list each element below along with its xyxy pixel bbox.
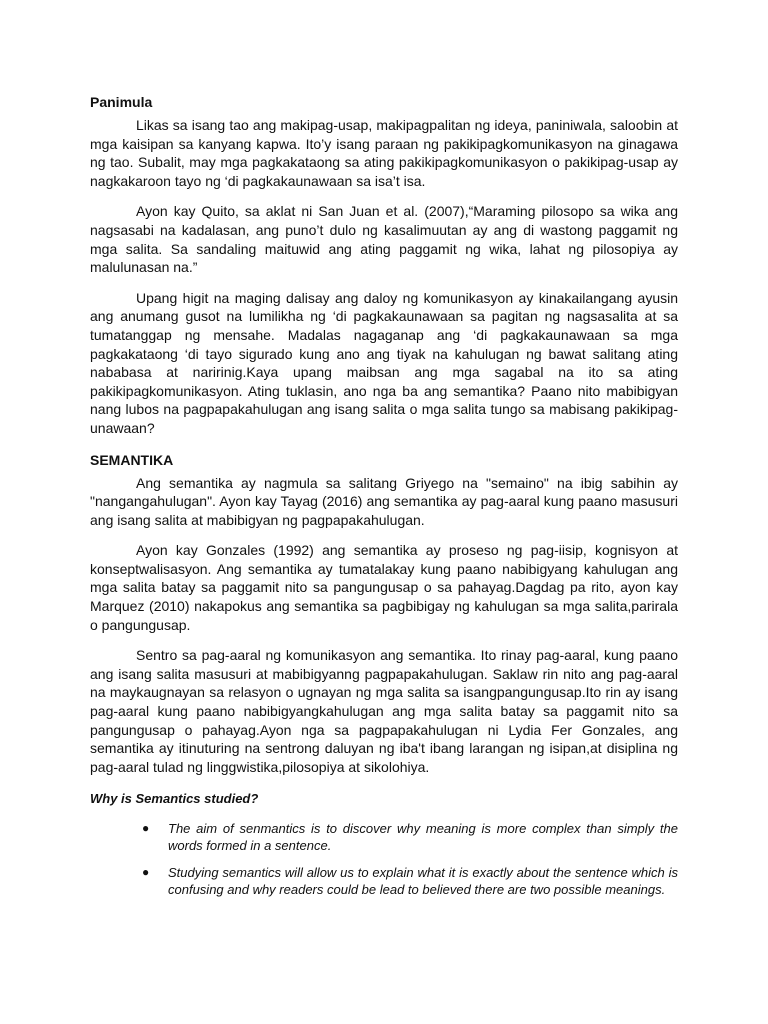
list-item	[90, 820, 678, 854]
list-item-text: Studying semantics will allow us to explain what it is exactly about the sentence which is confusing and why readers could be lead to believed there are two possible meanings.	[168, 865, 678, 898]
why-semantics-list	[90, 820, 678, 898]
section-heading-panimula: Panimula	[90, 94, 153, 110]
paragraph: Ayon kay Quito, sa aklat ni San Juan et al. (2007),“Maraming pilosopo sa wika ang nagsasabi na kadalasan, ang puno’t dulo ng kasalimuutan ay ang di wastong paggamit ng mga salita. Sa sandaling maituwid ang ating paggamit ng wika, lahat ng pilosopiya ay malulunasan na.”	[90, 203, 678, 276]
why-semantics-heading: Why is Semantics studied?	[90, 791, 259, 807]
list-item	[90, 864, 678, 898]
bullet-icon: ●	[142, 821, 150, 836]
paragraph: Sentro sa pag-aaral ng komunikasyon ang semantika. Ito rinay pag-aaral, kung paano ang isang salita masusuri at mabibigyanng pagpapakahulugan. Saklaw rin nito ang pag-aaral na maykaugnayan sa relasyon o ugnayan ng mga salita sa isangpangungusap.Ito rin ay isang pag-aaral kung paano nabibigyangkahulugan ang mga salita batay sa paggamit nito sa pangungusap o pahayag.Ayon nga sa pagpapakahulugan ni Lydia Fer Gonzales, ang semantika ay itinuturing na sentrong daluyan ng iba't ibang larangan ng isipan,at disiplina ng pag-aaral tulad ng linggwistika,pilosopiya at sikolohiya.	[90, 647, 678, 775]
list-item-text: The aim of senmantics is to discover why meaning is more complex than simply the words formed in a sentence.	[168, 821, 678, 854]
paragraph: Ang semantika ay nagmula sa salitang Griyego na "semaino" na ibig sabihin ay "nangangahulugan". Ayon kay Tayag (2016) ang semantika ay pag-aaral kung paano masusuri ang isang salita at mabibigyan ng pagpapakahulugan.	[90, 474, 678, 528]
paragraph: Ayon kay Gonzales (1992) ang semantika ay proseso ng pag-iisip, kognisyon at konseptwalisasyon. Ang semantika ay tumatalakay kung paano nabibigyang kahulugan ang mga salita batay sa paggamit nito sa pangungusap o sa pahayag.Dagdag pa rito, ayon kay Marquez (2010) nakapokus ang semantika sa pagbibigay ng kahulugan sa mga salita,parirala o pangungusap.	[90, 542, 678, 633]
paragraph: Likas sa isang tao ang makipag-usap, makipagpalitan ng ideya, paniniwala, saloobin at mga kaisipan sa kanyang kapwa. Ito’y isang paraan ng pakikipagkomunikasyon na ginagawa ng tao. Subalit, may mga pagkakataong sa ating pakikipagkomunikasyon o pakikipag-usap ay nagkakaroon tayo ng ‘di pagkakaunawaan sa isa’t isa.	[90, 117, 678, 189]
paragraph: Upang higit na maging dalisay ang daloy ng komunikasyon ay kinakailangang ayusin ang anumang gusot na lumilikha ng ‘di pagkakaunawaan sa pagitan ng nagsasalita at sa tumatanggap ng mensahe. Madalas nagaganap ang ‘di pagkakaunawaan sa mga pagkakataong ‘di tayo sigurado kung ano ang tiyak na kahulugan ng bawat salitang ating nababasa at naririnig.Kaya upang maibsan ang mga sagabal na ito sa ating pakikipagkomunikasyon. Ating tuklasin, ano nga ba ang semantika? Paano nito mabibigyan nang lubos na pagpapakahulugan ang isang salita o mga salita tungo sa mabisang pakikipag-unawaan?	[90, 289, 678, 436]
document-page	[90, 92, 678, 908]
bullet-icon: ●	[142, 865, 150, 880]
section-heading-semantika: SEMANTIKA	[90, 451, 174, 468]
